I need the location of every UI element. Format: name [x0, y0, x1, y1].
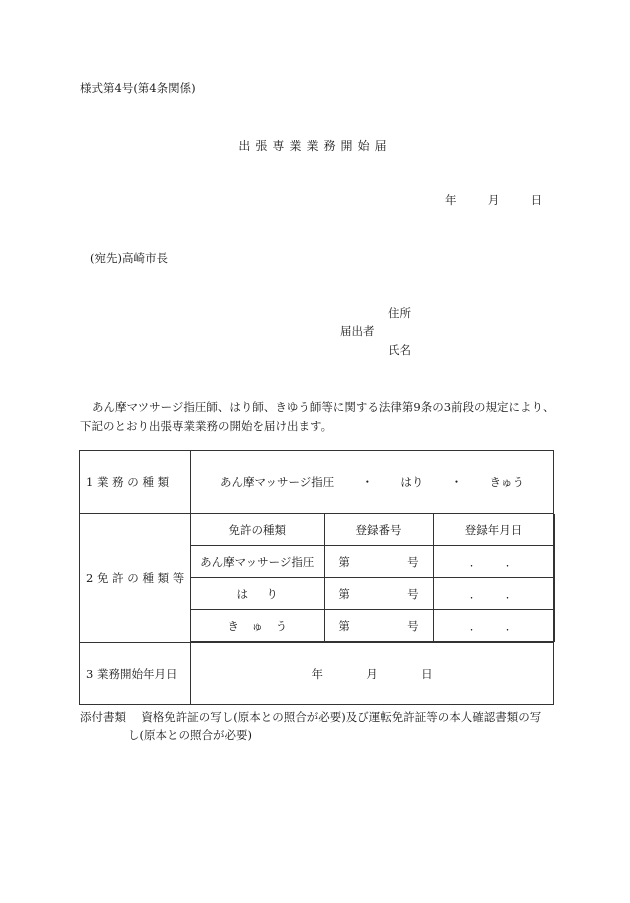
business-type-label: 1 業 務 の 種 類	[80, 451, 191, 514]
date-line	[445, 192, 542, 208]
date-dot: ．	[469, 586, 482, 601]
license-type: はり	[191, 578, 324, 610]
attachments	[80, 708, 541, 727]
date-dot: ．	[469, 618, 482, 633]
start-year-label: 年	[311, 666, 323, 681]
header-reg-number: 登録番号	[324, 514, 433, 546]
reg-suffix: 号	[407, 554, 419, 569]
body-line-1: あん摩マツサージ指圧師、はり師、きゆう師等に関する法律第9条の3前段の規定により、	[92, 400, 555, 414]
reg-prefix: 第	[338, 618, 350, 633]
applicant-address-label: 住所	[388, 306, 411, 320]
license-subtable-cell	[191, 514, 554, 643]
reg-number-field	[324, 578, 433, 610]
reg-date-field	[433, 610, 554, 642]
body-text	[80, 398, 560, 436]
body-line-2: 下記のとおり出張専業業務の開始を届け出ます。	[80, 419, 333, 433]
row-license	[80, 514, 554, 643]
start-day-label: 日	[421, 666, 433, 681]
option-kyu: きゅう	[489, 475, 525, 489]
option-hari: はり	[400, 475, 424, 489]
attachments-line-1: 資格免許証の写し(原本との照合が必要)及び運転免許証等の本人確認書類の写	[141, 710, 542, 724]
license-row	[191, 546, 554, 578]
reg-suffix: 号	[407, 618, 419, 633]
notification-table	[79, 450, 554, 705]
option-massage: あん摩マッサージ指圧	[219, 475, 335, 489]
form-number: 様式第4号(第4条関係)	[80, 81, 196, 95]
license-header-row	[191, 514, 554, 546]
license-row	[191, 610, 554, 642]
start-date-label: 3 業務開始年月日	[80, 643, 191, 705]
date-day-label: 日	[530, 193, 543, 207]
document-title: 出張専業業務開始届	[238, 139, 392, 153]
option-separator: ・	[450, 475, 463, 489]
business-type-options	[191, 451, 554, 514]
reg-suffix: 号	[407, 586, 419, 601]
reg-date-field	[433, 578, 554, 610]
applicant-name-label: 氏名	[388, 343, 411, 357]
header-reg-date: 登録年月日	[433, 514, 554, 546]
license-type: あん摩マッサージ指圧	[191, 546, 324, 578]
license-type: きゅう	[191, 610, 324, 642]
start-month-label: 月	[366, 666, 378, 681]
applicant-label: 届出者	[340, 324, 375, 338]
license-subtable	[191, 514, 555, 642]
license-row	[191, 578, 554, 610]
row-start-date	[80, 643, 554, 705]
reg-date-field	[433, 546, 554, 578]
reg-number-field	[324, 546, 433, 578]
header-license-type: 免許の種類	[191, 514, 324, 546]
date-year-label: 年	[445, 193, 457, 207]
date-month-label: 月	[487, 193, 500, 207]
attachments-label: 添付書類	[80, 710, 126, 724]
reg-prefix: 第	[338, 554, 350, 569]
date-dot: ．	[505, 554, 518, 569]
addressee: (宛先)高崎市長	[90, 251, 168, 265]
license-label: 2 免 許 の 種 類 等	[80, 514, 191, 643]
date-dot: ．	[469, 554, 482, 569]
date-dot: ．	[505, 618, 518, 633]
start-date-field	[191, 643, 554, 705]
date-dot: ．	[505, 586, 518, 601]
option-separator: ・	[361, 475, 374, 489]
reg-number-field	[324, 610, 433, 642]
reg-prefix: 第	[338, 586, 350, 601]
row-business-type	[80, 451, 554, 514]
attachments-line-2: し(原本との照合が必要)	[128, 728, 252, 742]
